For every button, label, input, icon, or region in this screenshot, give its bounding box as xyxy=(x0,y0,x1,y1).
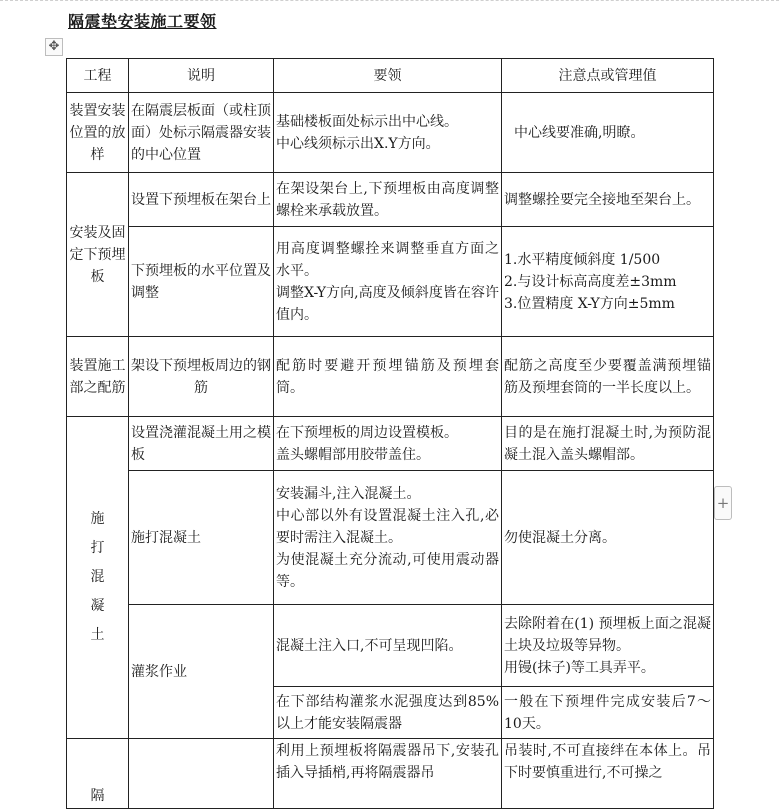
key-points-cell xyxy=(274,417,502,471)
note-line: 3.位置精度 X-Y方向±5mm xyxy=(504,295,675,312)
note-line: 2.与设计标高高度差±3mm xyxy=(504,273,677,290)
table-row xyxy=(67,173,714,227)
page-top-border xyxy=(0,0,779,1)
description-cell: 下预埋板的水平位置及调整 xyxy=(129,227,274,337)
key-point-line: 安装漏斗,注入混凝土。 xyxy=(276,485,421,502)
notes-cell: 吊装时,不可直接绊在本体上。吊下时要慎重进行,不可操之 xyxy=(502,739,714,809)
key-point-line: 盖头螺帽部用胶带盖住。 xyxy=(276,446,430,463)
key-points-cell xyxy=(274,471,502,605)
key-point-line: 为使混凝土充分流动,可使用震动器等。 xyxy=(276,551,499,590)
notes-cell: 目的是在施打混凝土时,为预防混凝土混入盖头螺帽部。 xyxy=(502,417,714,471)
description-cell: 设置下预埋板在架台上 xyxy=(129,173,274,227)
table-row xyxy=(67,605,714,687)
header-key-points: 要领 xyxy=(274,59,502,93)
table-row xyxy=(67,337,714,417)
header-notes: 注意点或管理值 xyxy=(502,59,714,93)
process-cell: 装置施工部之配筋 xyxy=(67,337,129,417)
key-point-line: 用高度调整螺拴来调整垂直方面之水平。 xyxy=(276,240,499,279)
description-cell: 架设下预埋板周边的钢筋 xyxy=(129,337,274,417)
table-row xyxy=(67,471,714,605)
description-cell xyxy=(129,739,274,809)
note-line: 用镘(抹子)等工具弄平。 xyxy=(504,659,655,676)
description-cell: 施打混凝土 xyxy=(129,471,274,605)
key-points-cell: 配筋时要避开预埋锚筋及预埋套筒。 xyxy=(274,337,502,417)
key-points-cell: 混凝土注入口,不可呈现凹陷。 xyxy=(274,605,502,687)
key-points-cell: 在下部结构灌浆水泥强度达到85%以上才能安装隔震器 xyxy=(274,687,502,739)
notes-cell xyxy=(502,605,714,687)
key-points-cell xyxy=(274,93,502,173)
header-process: 工程 xyxy=(67,59,129,93)
key-points-cell: 利用上预埋板将隔震器吊下,安装孔插入导插梢,再将隔震器吊 xyxy=(274,739,502,809)
construction-table xyxy=(66,58,714,809)
key-point-line: 基础楼板面处标示出中心线。 xyxy=(276,113,458,130)
notes-cell xyxy=(502,227,714,337)
notes-cell: 勿使混凝土分离。 xyxy=(502,471,714,605)
key-point-line: 在下预埋板的周边设置模板。 xyxy=(276,424,458,441)
notes-cell: 中心线要准确,明瞭。 xyxy=(502,93,714,173)
table-row xyxy=(67,417,714,471)
process-cell xyxy=(67,417,129,739)
page-title: 隔震垫安装施工要领 xyxy=(68,12,217,31)
plus-icon[interactable]: + xyxy=(714,486,732,520)
note-line: 去除附着在(1) 预埋板上面之混凝土块及垃圾等异物。 xyxy=(504,615,711,654)
notes-cell: 配筋之高度至少要覆盖满预埋锚筋及预埋套筒的一半长度以上。 xyxy=(502,337,714,417)
notes-cell: 一般在下预埋件完成安装后7～10天。 xyxy=(502,687,714,739)
note-line: 1.水平精度倾斜度 1/500 xyxy=(504,251,661,268)
table-row xyxy=(67,739,714,809)
key-point-line: 中心部以外有设置混凝土注入孔,必要时需注入混凝土。 xyxy=(276,507,499,546)
key-points-cell: 在架设架台上,下预埋板由高度调整螺栓来承载放置。 xyxy=(274,173,502,227)
notes-cell: 调整螺拴要完全接地至架台上。 xyxy=(502,173,714,227)
process-cell: 隔 xyxy=(67,739,129,809)
process-cell: 安装及固定下预埋板 xyxy=(67,173,129,337)
header-description: 说明 xyxy=(129,59,274,93)
table-header-row xyxy=(67,59,714,93)
process-cell: 装置安装位置的放样 xyxy=(67,93,129,173)
table-row xyxy=(67,227,714,337)
table-row xyxy=(67,93,714,173)
description-cell: 灌浆作业 xyxy=(129,605,274,739)
four-way-move-icon[interactable]: ✥ xyxy=(45,38,63,56)
key-point-line: 中心线须标示出X.Y方向。 xyxy=(276,135,440,152)
key-point-line: 调整X-Y方向,高度及倾斜度皆在容许值内。 xyxy=(276,284,499,323)
process-vertical-text: 施打混凝土 xyxy=(90,511,105,643)
description-cell: 设置浇灌混凝土用之模板 xyxy=(129,417,274,471)
description-cell: 在隔震层板面（或柱顶面）处标示隔震器安装的中心位置 xyxy=(129,93,274,173)
key-points-cell xyxy=(274,227,502,337)
